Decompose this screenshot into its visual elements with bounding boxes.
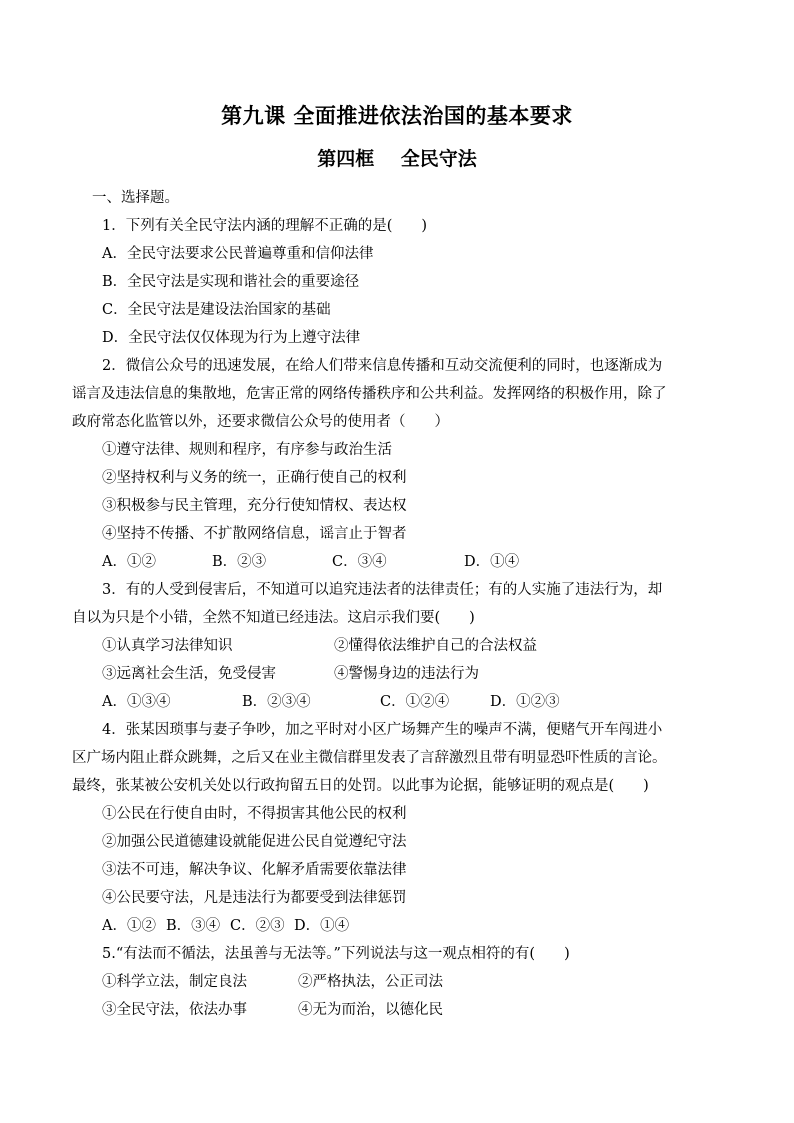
question-5-item-4: ④无为而治，以德化民 [298,1002,443,1018]
question-5-item-1: ①科学立法，制定良法 [102,974,247,990]
question-2-choice-a: A．①② [102,554,156,570]
question-1-option-a: A．全民守法要求公民普遍尊重和信仰法律 [102,246,374,262]
question-2-item-4: ④坚持不传播、不扩散网络信息，谣言止于智者 [102,526,407,542]
question-5-items-row-1 [102,968,722,996]
question-3-choice-b: B．②③④ [242,694,311,710]
question-2-choice-b: B．②③ [212,554,267,570]
question-4-stem-line-1: 4．张某因琐事与妻子争吵，加之平时对小区广场舞产生的噪声不满，便赌气开车闯进小 [102,722,663,738]
question-2-stem-line-1: 2．微信公众号的迅速发展，在给人们带来信息传播和互动交流便利的同时，也逐渐成为 [102,358,663,374]
question-2-stem-line-3: 政府常态化监管以外，还要求微信公众号的使用者（ ） [72,414,449,430]
question-3-choice-d: D．①②③ [490,694,560,710]
question-1-option-c: C．全民守法是建设法治国家的基础 [102,302,331,318]
question-1-option-b: B．全民守法是实现和谐社会的重要途径 [102,274,360,290]
question-3-item-1: ①认真学习法律知识 [102,638,233,654]
question-2-item-1: ①遵守法律、规则和程序，有序参与政治生活 [102,442,392,458]
question-3-stem-line-2: 自以为只是个小错，全然不知道已经违法。这启示我们要( ) [72,610,475,626]
lesson-title: 第九课 全面推进依法治国的基本要求 [221,103,573,128]
question-4-item-1: ①公民在行使自由时，不得损害其他公民的权利 [102,806,407,822]
question-5-item-2: ②严格执法，公正司法 [298,974,443,990]
question-2-stem-line-2: 谣言及违法信息的集散地，危害正常的网络传播秩序和公共利益。发挥网络的积极作用，除了 [72,386,667,402]
question-2-item-2: ②坚持权利与义务的统一，正确行使自己的权利 [102,470,407,486]
question-4-stem-line-2: 区广场内阻止群众跳舞，之后又在业主微信群里发表了言辞激烈且带有明显恐吓性质的言论。 [72,750,667,766]
question-4-choice-b: B．③④ [166,918,221,934]
section-subtitle: 第四框 全民守法 [317,148,477,170]
question-5-item-3: ③全民守法，依法办事 [102,1002,247,1018]
question-2-choice-d: D．①④ [464,554,520,570]
question-2-choice-c: C．③④ [332,554,387,570]
question-3-item-2: ②懂得依法维护自己的合法权益 [334,638,537,654]
question-4-stem-line-3: 最终，张某被公安机关处以行政拘留五日的处罚。以此事为论据，能够证明的观点是( ) [72,778,649,794]
section-heading: 一、选择题。 [92,190,179,206]
question-content [72,184,722,1024]
question-5-stem: 5.“有法而不循法，法虽善与无法等。”下列说法与这一观点相符的有( ) [102,946,570,962]
question-4-choice-d: D．①④ [294,918,350,934]
question-3-choice-a: A．①③④ [102,694,171,710]
question-3-choices [102,688,722,716]
question-3-items-row-1 [102,632,722,660]
question-3-stem-line-1: 3．有的人受到侵害后，不知道可以追究违法者的法律责任；有的人实施了违法行为，却 [102,582,663,598]
question-1-option-d: D．全民守法仅仅体现为行为上遵守法律 [102,330,361,346]
question-4-item-4: ④公民要守法，凡是违法行为都要受到法律惩罚 [102,890,407,906]
question-5-items-row-2 [102,996,722,1024]
question-4-item-2: ②加强公民道德建设就能促进公民自觉遵纪守法 [102,834,407,850]
question-4-choice-a: A．①② [102,918,156,934]
question-4-choice-c: C．②③ [230,918,285,934]
question-4-choices [102,912,722,940]
question-1-stem: 1．下列有关全民守法内涵的理解不正确的是( ) [102,218,428,234]
question-2-choices [102,548,722,576]
question-4-item-3: ③法不可违，解决争议、化解矛盾需要依靠法律 [102,862,407,878]
question-3-item-3: ③远离社会生活，免受侵害 [102,666,276,682]
question-2-item-3: ③积极参与民主管理，充分行使知情权、表达权 [102,498,407,514]
question-3-choice-c: C．①②④ [380,694,450,710]
question-3-items-row-2 [102,660,722,688]
question-3-item-4: ④警惕身边的违法行为 [334,666,479,682]
